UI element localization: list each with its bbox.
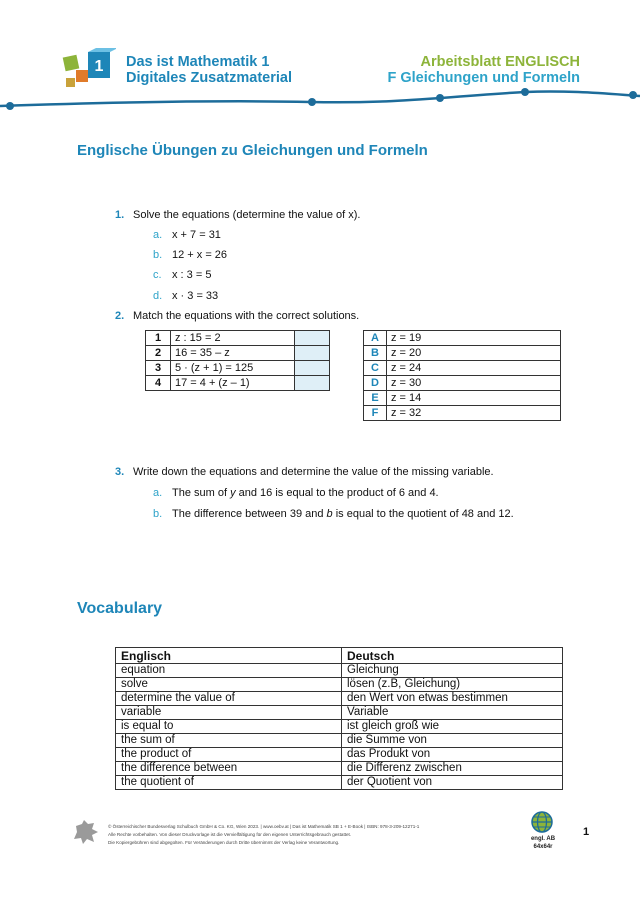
task1-number: 1.: [115, 209, 125, 221]
sol-letter: B: [364, 346, 387, 361]
copyright-footer: [108, 823, 419, 847]
vocab-english: determine the value of: [116, 692, 342, 706]
svg-text:1: 1: [94, 58, 104, 75]
table-row: [116, 762, 563, 776]
item-text: x : 3 = 5: [172, 269, 212, 281]
footer-line1: © Österreichischer Bundesverlag Schulbuch GmbH & Co. KG, Wien 2023. | www.oebv.at | Das ist Mathematik SB 1 + E-Book | ISBN: 978-3-209-12271-1: [108, 824, 420, 829]
task3-number: 3.: [115, 466, 125, 478]
eq-number: 3: [146, 361, 171, 376]
item-label: b.: [153, 249, 163, 261]
vocab-english: equation: [116, 664, 342, 678]
publisher-logo-icon: [72, 820, 98, 844]
task1-item-c: [153, 268, 211, 282]
sol-letter: F: [364, 406, 387, 421]
vocab-english: is equal to: [116, 720, 342, 734]
vocabulary-heading: Vocabulary: [77, 600, 163, 617]
table-row: [364, 331, 561, 346]
page-number: 1: [583, 826, 590, 838]
item-label: d.: [153, 290, 163, 302]
task1-item-b: [153, 248, 227, 262]
sol-letter: A: [364, 331, 387, 346]
item-variable: b: [326, 508, 333, 520]
vocab-english: the quotient of: [116, 776, 342, 790]
task2-number: 2.: [115, 310, 125, 322]
sol-value: z = 30: [387, 376, 561, 391]
table-row: [364, 391, 561, 406]
sol-value: z = 32: [387, 406, 561, 421]
sol-value: z = 20: [387, 346, 561, 361]
item-variable: y: [230, 487, 236, 499]
item-text: 12 + x = 26: [172, 249, 228, 261]
task3-instruction: [115, 465, 494, 479]
answer-box[interactable]: [295, 361, 330, 376]
vocab-german: den Wert von etwas bestimmen: [342, 692, 563, 706]
answer-box[interactable]: [295, 346, 330, 361]
sol-value: z = 19: [387, 331, 561, 346]
answer-box[interactable]: [295, 376, 330, 391]
badge-line1: engl. AB: [530, 836, 556, 842]
vocab-german: lösen (z.B, Gleichung): [342, 678, 563, 692]
vocab-german: das Produkt von: [342, 748, 563, 762]
sheet-title: [387, 54, 580, 86]
eq-number: 2: [146, 346, 171, 361]
table-row: [146, 376, 330, 391]
table-row: [146, 346, 330, 361]
sheet-line2: F Gleichungen und Formeln: [387, 70, 580, 86]
globe-icon: [530, 810, 554, 834]
item-text-post: and 16 is equal to the product of 6 and 4.: [235, 487, 439, 499]
item-text: x + 7 = 31: [172, 229, 221, 241]
sheet-line1: Arbeitsblatt ENGLISCH: [420, 54, 580, 70]
table-header-row: [116, 648, 563, 664]
answer-box[interactable]: [295, 331, 330, 346]
table-row: [116, 720, 563, 734]
item-text-pre: The difference between 39 and: [172, 508, 327, 520]
brand-title: [126, 54, 292, 86]
badge-line2: 64x64r: [533, 844, 553, 850]
table-row: [116, 748, 563, 762]
task1-item-a: [153, 228, 221, 242]
sol-letter: C: [364, 361, 387, 376]
sol-letter: E: [364, 391, 387, 406]
item-label: b.: [153, 508, 163, 520]
item-label: a.: [153, 487, 163, 499]
vocab-english: the sum of: [116, 734, 342, 748]
eq-text: z : 15 = 2: [171, 331, 295, 346]
item-text: x · 3 = 33: [172, 290, 219, 302]
item-label: c.: [153, 269, 162, 281]
vocab-english: solve: [116, 678, 342, 692]
equations-table: [145, 330, 330, 391]
task3-text: Write down the equations and determine the value of the missing variable.: [133, 466, 494, 478]
sol-value: z = 24: [387, 361, 561, 376]
table-row: [364, 376, 561, 391]
task3-item-a: [153, 486, 439, 500]
footer-line2: Alle Rechte vorbehalten. Von dieser Druckvorlage ist die Vervielfältigung für den eigenen Unterrichtsgebrauch gestattet.: [108, 832, 352, 837]
item-text-pre: The sum of: [172, 487, 231, 499]
footer-line3: Die Kopiergebühren sind abgegolten. Für Veränderungen durch Dritte übernimmt der Verlag keine Verantwortung.: [108, 840, 340, 845]
vocab-german: Variable: [342, 706, 563, 720]
vocabulary-table: [115, 647, 563, 790]
table-row: [116, 734, 563, 748]
table-row: [116, 706, 563, 720]
task1-instruction: [115, 208, 360, 222]
vocab-german: die Differenz zwischen: [342, 762, 563, 776]
vocab-english: the difference between: [116, 762, 342, 776]
vocab-german: die Summe von: [342, 734, 563, 748]
table-row: [146, 331, 330, 346]
brand-line1: Das ist Mathematik 1: [126, 54, 270, 70]
col-header-english: Englisch: [116, 648, 342, 664]
table-row: [364, 361, 561, 376]
table-row: [364, 406, 561, 421]
header-wave-line: [0, 84, 640, 114]
task1-text: Solve the equations (determine the value of x).: [133, 209, 361, 221]
sol-value: z = 14: [387, 391, 561, 406]
task2-text: Match the equations with the correct solutions.: [133, 310, 360, 322]
solutions-table: [363, 330, 561, 421]
page-title: Englische Übungen zu Gleichungen und Formeln: [77, 142, 428, 159]
task1-item-d: [153, 289, 218, 303]
table-row: [364, 346, 561, 361]
eq-text: 16 = 35 – z: [171, 346, 295, 361]
eq-text: 5 · (z + 1) = 125: [171, 361, 295, 376]
item-text-post: is equal to the quotient of 48 and 12.: [332, 508, 514, 520]
table-row: [116, 664, 563, 678]
brand-line2: Digitales Zusatzmaterial: [126, 70, 292, 86]
task2-instruction: [115, 309, 359, 323]
vocab-german: der Quotient von: [342, 776, 563, 790]
task3-item-b: [153, 507, 514, 521]
eq-number: 4: [146, 376, 171, 391]
table-row: [116, 692, 563, 706]
table-row: [146, 361, 330, 376]
sol-letter: D: [364, 376, 387, 391]
vocab-german: ist gleich groß wie: [342, 720, 563, 734]
vocab-german: Gleichung: [342, 664, 563, 678]
col-header-german: Deutsch: [342, 648, 563, 664]
eq-text: 17 = 4 + (z – 1): [171, 376, 295, 391]
item-label: a.: [153, 229, 163, 241]
vocab-english: variable: [116, 706, 342, 720]
table-row: [116, 776, 563, 790]
material-badge: [522, 835, 564, 851]
table-row: [116, 678, 563, 692]
eq-number: 1: [146, 331, 171, 346]
vocab-english: the product of: [116, 748, 342, 762]
